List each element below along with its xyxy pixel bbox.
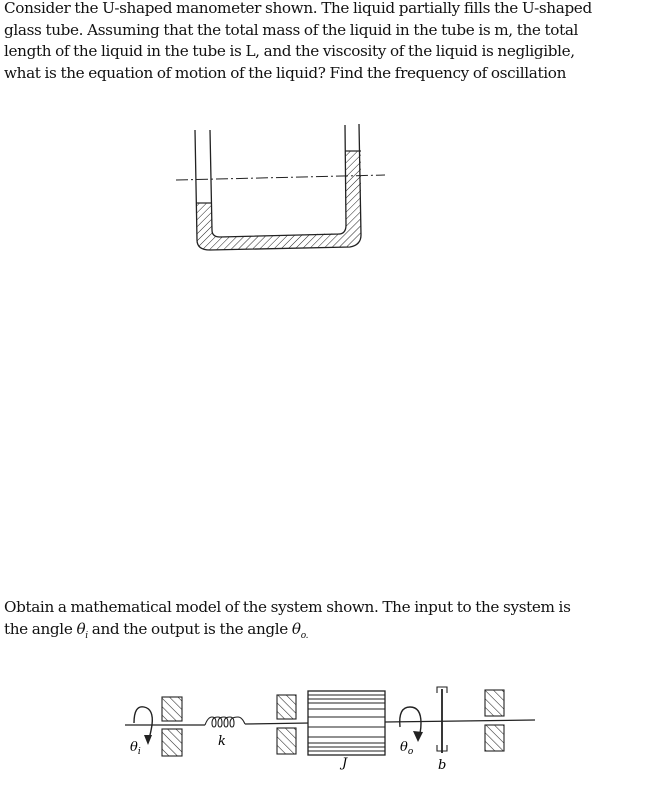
damper-b <box>437 687 447 753</box>
bearing-3-top <box>485 690 504 716</box>
bearing-1-bottom <box>162 729 182 756</box>
bearing-1-top <box>162 697 182 721</box>
inertia-disk-j <box>308 691 385 755</box>
label-k: k <box>218 734 226 749</box>
spring-inertia-damper-diagram <box>120 665 540 786</box>
u-tube-diagram <box>160 115 400 260</box>
problem-2-text <box>4 597 644 647</box>
label-b: b <box>438 758 447 773</box>
problem-1-line-2: glass tube. Assuming that the total mass of the liquid in the tube is m, the total <box>4 20 579 39</box>
problem-1-line-3: length of the liquid in the tube is L, and the viscosity of the liquid is negligible, <box>4 42 575 61</box>
bearing-2-top <box>277 695 296 719</box>
problem-1-text <box>4 0 644 84</box>
label-theta-o: $\theta_o$ <box>400 740 414 757</box>
problem-2-line-2: the angle $\theta_i$ and the output is the angle $\theta_{o.}$ <box>4 619 309 641</box>
spring-k <box>205 717 245 727</box>
problem-1-line-4: what is the equation of motion of the liquid? Find the frequency of oscillation <box>4 63 566 82</box>
bearing-3-bottom <box>485 725 504 751</box>
output-shaft <box>385 720 535 722</box>
theta-i-symbol: θ <box>76 619 86 638</box>
problem-1-line-1: Consider the U-shaped manometer shown. The liquid partially fills the U-shaped <box>4 0 592 17</box>
label-j: J <box>342 756 348 771</box>
problem-2-line-1: Obtain a mathematical model of the system shown. The input to the system is <box>4 598 571 616</box>
label-theta-i: $\theta_i$ <box>130 740 141 757</box>
theta-o-symbol: θ <box>291 619 301 638</box>
rotational-system-figure <box>120 665 540 786</box>
manometer-figure <box>160 115 400 260</box>
bearing-2-bottom <box>277 728 296 754</box>
